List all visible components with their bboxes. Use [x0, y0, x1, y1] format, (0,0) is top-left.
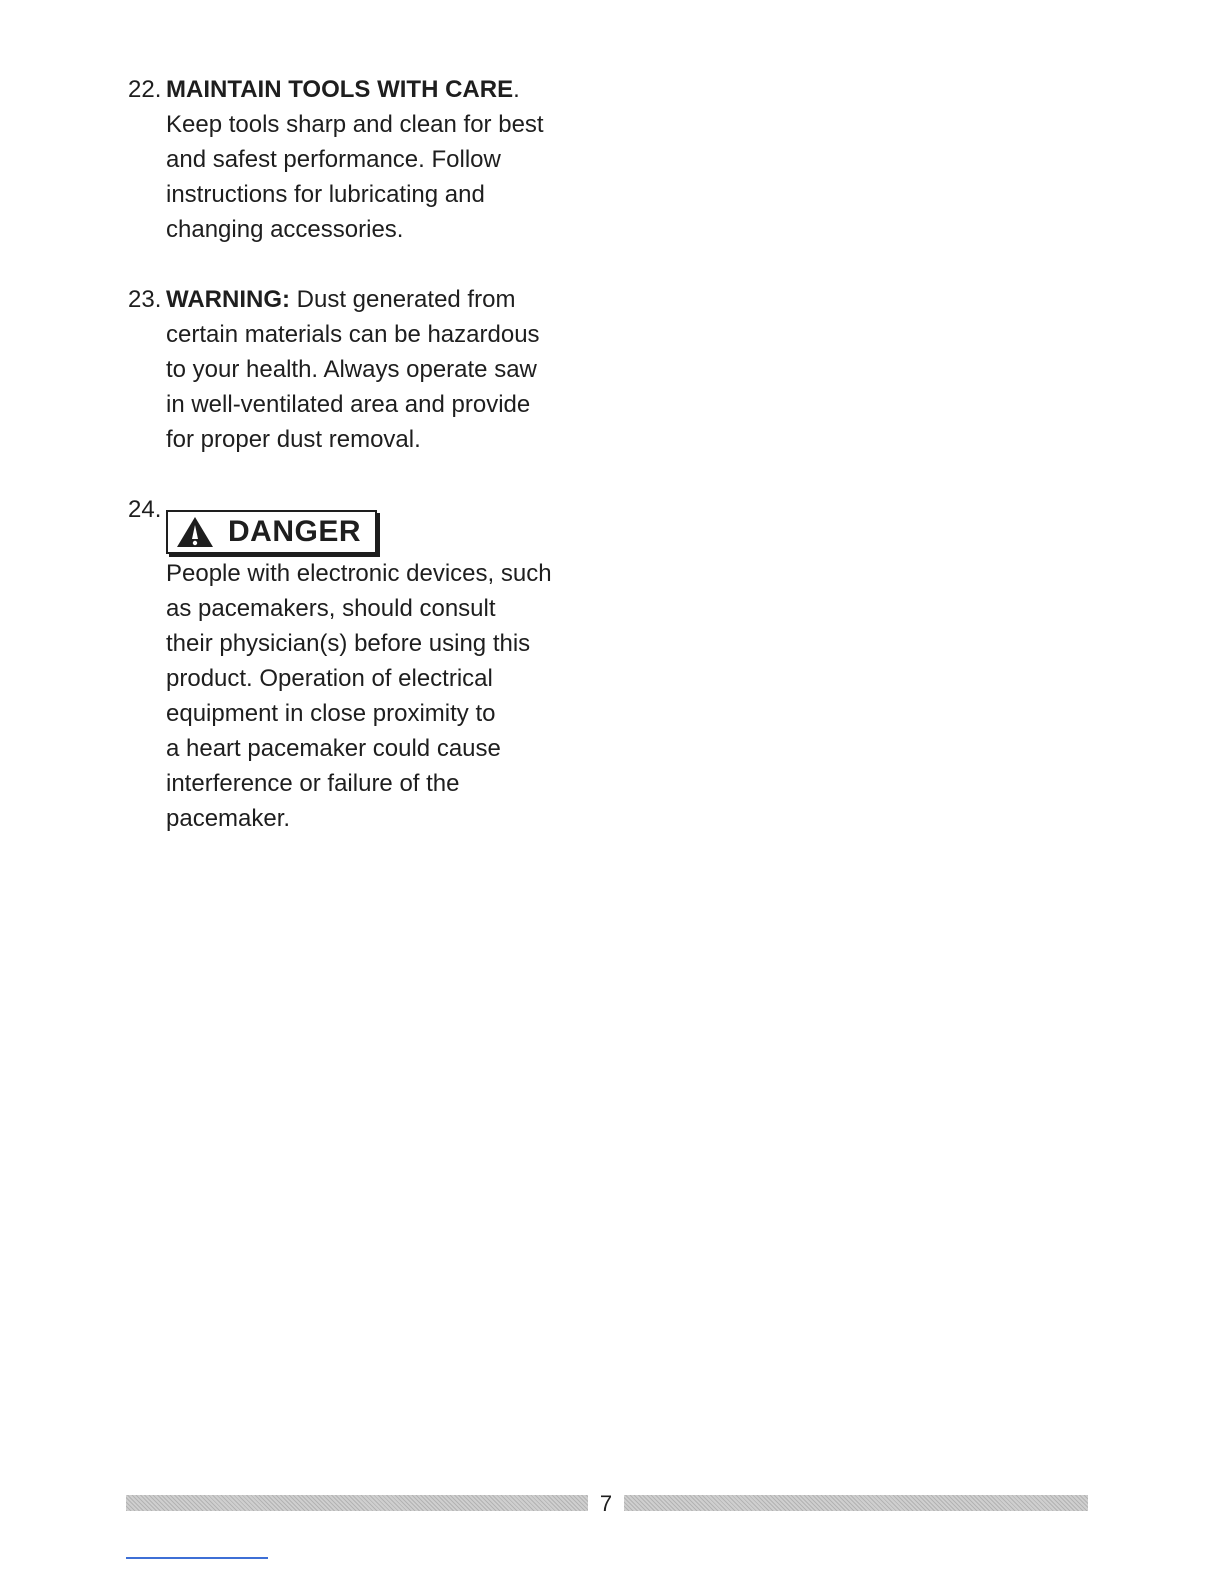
danger-label: DANGER: [228, 515, 362, 548]
item-number: 24.: [128, 496, 162, 523]
item-text-line: changing accessories.: [166, 216, 404, 243]
footer-rule-left: [126, 1495, 588, 1511]
item-text-line: as pacemakers, should consult: [166, 595, 496, 622]
item-heading-line: [166, 72, 648, 107]
item-text-line: pacemaker.: [166, 805, 291, 832]
item-text-line: People with electronic devices, such: [166, 560, 552, 587]
item-text-line: to your health. Always operate saw: [166, 356, 537, 383]
footer-rule-right: [624, 1495, 1088, 1511]
item-text-line: product. Operation of electrical: [166, 665, 493, 692]
item-body: [166, 72, 648, 247]
danger-signal-box: [166, 510, 377, 554]
page-number: 7: [599, 1491, 613, 1516]
safety-item-22: [128, 72, 648, 247]
warning-triangle-icon: [176, 516, 214, 548]
item-text-line: interference or failure of the: [166, 770, 460, 797]
item-text-line: their physician(s) before using this: [166, 630, 531, 657]
item-text-line: in well-ventilated area and provide: [166, 391, 531, 418]
item-warning-line: [166, 282, 648, 317]
item-text-line: for proper dust removal.: [166, 426, 421, 453]
bottom-link-underline: [126, 1557, 268, 1559]
safety-item-23: [128, 282, 648, 457]
item-text-line: instructions for lubricating and: [166, 181, 485, 208]
item-text-line: and safest performance. Follow: [166, 146, 501, 173]
warning-label: WARNING:: [166, 286, 290, 313]
item-heading-suffix: .: [513, 76, 520, 103]
item-body: [166, 492, 648, 836]
warning-text: Dust generated from: [289, 286, 516, 313]
item-text-line: a heart pacemaker could cause: [166, 735, 501, 762]
item-text-line: equipment in close proximity to: [166, 700, 496, 727]
safety-item-24: [128, 492, 648, 836]
item-text-line: Keep tools sharp and clean for best: [166, 111, 544, 138]
item-number: 23.: [128, 286, 162, 313]
item-number: 22.: [128, 76, 162, 103]
danger-text: [166, 556, 648, 836]
item-text-line: certain materials can be hazardous: [166, 321, 540, 348]
item-heading: MAINTAIN TOOLS WITH CARE: [166, 76, 514, 103]
item-body: [166, 282, 648, 457]
